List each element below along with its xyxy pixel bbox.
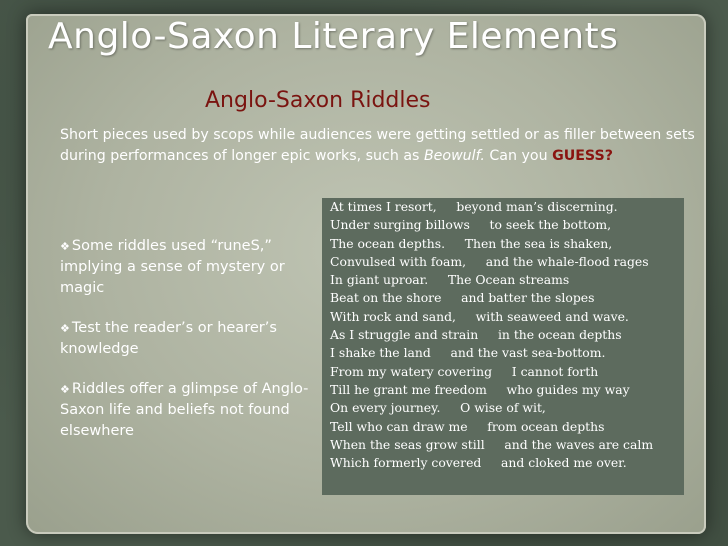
poem-line: Beat on the shore and batter the slopes [330, 290, 595, 306]
poem-line: From my watery covering I cannot forth [330, 363, 599, 379]
bullet-text: Riddles offer a glimpse of Anglo-Saxon life and beliefs not found elsewhere [60, 381, 309, 439]
bullet-item [60, 236, 310, 299]
poem-line: As I struggle and strain in the ocean depths [330, 327, 622, 343]
poem-line: On every journey. O wise of wit, [330, 400, 546, 416]
poem-line: At times I resort, beyond man’s discerning. [330, 199, 618, 214]
poem-line: I shake the land and the vast sea-bottom. [330, 345, 606, 361]
poem-line: Tell who can draw me from ocean depths [330, 418, 605, 434]
intro-paragraph [60, 125, 700, 167]
bullet-item [60, 379, 310, 442]
diamond-bullet-icon: ❖ [60, 383, 70, 396]
intro-question: Can you [484, 148, 553, 164]
slide-subtitle: Anglo-Saxon Riddles [205, 88, 431, 113]
guess-highlight: GUESS? [552, 148, 613, 164]
intro-text: Short pieces used by scops while audiences were getting settled or as filler between sets during performances of longer epic works, such as [60, 127, 695, 164]
poem-line: When the seas grow still and the waves are calm [330, 436, 654, 452]
poem-line: In giant uproar. The Ocean streams [330, 272, 570, 288]
poem-line: The ocean depths. Then the sea is shaken, [330, 235, 613, 251]
slide-title: Anglo-Saxon Literary Elements [48, 16, 619, 57]
diamond-bullet-icon: ❖ [60, 322, 70, 335]
bullet-text: Test the reader’s or hearer’s knowledge [60, 320, 277, 357]
poem-line: Convulsed with foam, and the whale-flood rages [330, 253, 649, 269]
bullet-list [60, 236, 310, 461]
poem-line: Under surging billows to seek the bottom, [330, 217, 612, 233]
bullet-text: Some riddles used “runeS,” implying a sense of mystery or magic [60, 238, 285, 296]
riddle-poem-box [322, 198, 684, 495]
poem-line: Which formerly covered and cloked me over. [330, 455, 627, 471]
beowulf-title: Beowulf. [423, 148, 485, 164]
poem-line: With rock and sand, with seaweed and wave. [330, 308, 629, 324]
poem-line: Till he grant me freedom who guides my way [330, 381, 630, 397]
diamond-bullet-icon: ❖ [60, 240, 70, 253]
bullet-item [60, 318, 310, 360]
